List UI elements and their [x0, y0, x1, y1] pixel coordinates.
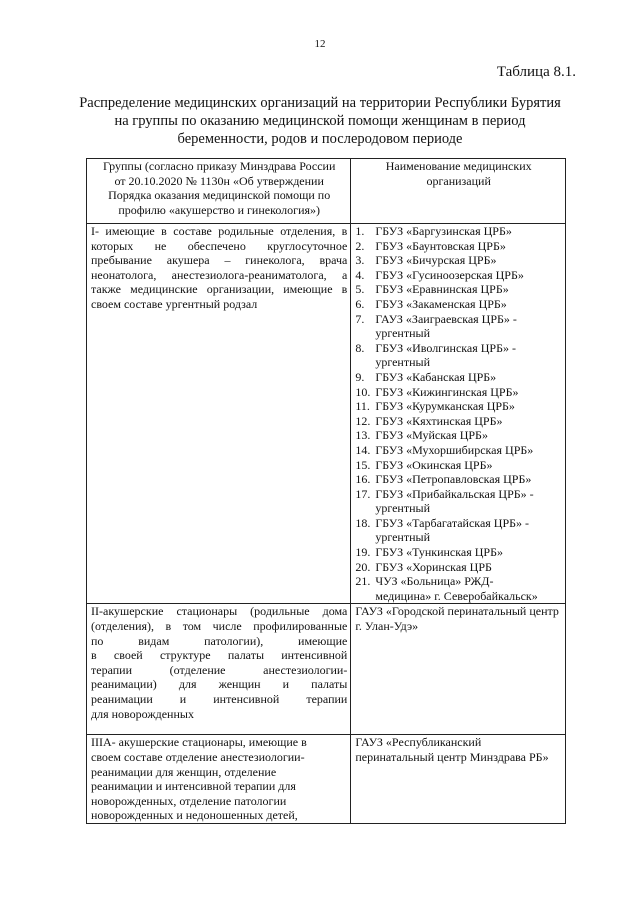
organization-name: ГБУЗ «Курумканская ЦРБ» [375, 399, 515, 414]
organization-item [355, 224, 562, 239]
organization-name: медицина» г. Северобайкальск» [375, 588, 538, 603]
group-line: реанимации для женщин, отделение [91, 764, 277, 779]
organization-item [355, 414, 562, 429]
organization-number: 11. [355, 399, 370, 414]
organization-item [355, 312, 562, 341]
table-row [87, 224, 566, 604]
organization-number: 19. [355, 545, 371, 560]
title-line: Распределение медицинских организаций на территории Республики Бурятия [79, 95, 561, 111]
group-line: реанимации и интенсивной терапии для [91, 779, 296, 794]
organizations-cell [351, 224, 566, 604]
header-line: от 20.10.2020 № 1130н «Об утверждении [114, 173, 324, 188]
group-cell [87, 735, 351, 824]
group-line: реанимации и интенсивной терапии [91, 692, 348, 706]
organization-number: 20. [355, 559, 371, 574]
organization-item [355, 253, 562, 268]
group-line: по видам патологии), имеющие [91, 633, 348, 648]
organization-item [355, 560, 562, 575]
title-line: беременности, родов и послеродовом периоде [177, 131, 463, 147]
organization-item [355, 487, 562, 516]
organization-number: 4. [355, 267, 365, 282]
organization-item [355, 443, 562, 458]
group-line: терапии (отделение анестезиологии- [91, 662, 348, 677]
organization-name: ургентный [375, 530, 431, 545]
organization-item [355, 574, 562, 603]
organization-name: ГБУЗ «Тарбагатайская ЦРБ» - [375, 515, 530, 530]
group-line: в своей структуре палаты интенсивной [91, 648, 348, 663]
group-line: II-акушерские стационары (родильные дома [91, 604, 348, 619]
group-line: также медицинские организации, имеющие в [91, 282, 348, 297]
organization-item [355, 399, 562, 414]
organization-number: 12. [355, 413, 371, 428]
organization-number: 5. [355, 282, 365, 297]
header-line: профилю «акушерство и гинекология») [118, 202, 321, 217]
organization-item [355, 239, 562, 254]
organization-item [355, 472, 562, 487]
organization-item [355, 516, 562, 545]
header-organizations [351, 159, 566, 224]
header-groups [87, 159, 351, 224]
organization-item [355, 370, 562, 385]
organization-name: ГБУЗ «Муйская ЦРБ» [375, 428, 488, 443]
organization-number: 15. [355, 457, 371, 472]
organization-line: ГАУЗ «Республиканский [355, 735, 482, 750]
organization-item [355, 341, 562, 370]
organization-name: ГБУЗ «Кяхтинская ЦРБ» [375, 413, 503, 428]
organization-number: 14. [355, 442, 371, 457]
group-cell [87, 224, 351, 604]
organization-name: ГБУЗ «Тункинская ЦРБ» [375, 545, 503, 560]
organization-item [355, 458, 562, 473]
organization-name: ГБУЗ «Кабанская ЦРБ» [375, 369, 497, 384]
organization-name: ГБУЗ «Окинская ЦРБ» [375, 457, 493, 472]
organization-item [355, 282, 562, 297]
organization-item [355, 297, 562, 312]
organization-number: 7. [355, 311, 365, 326]
table-header-row [87, 159, 566, 224]
organization-line: г. Улан-Удэ» [355, 619, 419, 634]
organization-name: ГБУЗ «Гусиноозерская ЦРБ» [375, 267, 524, 282]
organization-name: ГБУЗ «Закаменская ЦРБ» [375, 296, 507, 311]
organization-number: 3. [355, 253, 365, 268]
group-line: своем составе отделение анестезиологии- [91, 750, 305, 765]
organization-name: ГБУЗ «Хоринская ЦРБ [375, 559, 492, 574]
group-line: пребывание акушера – гинеколога, врача [91, 253, 348, 268]
organization-name: ГБУЗ «Баргузинская ЦРБ» [375, 224, 512, 238]
organization-item [355, 385, 562, 400]
organization-name: ГАУЗ «Заиграевская ЦРБ» - [375, 311, 517, 326]
organization-number: 17. [355, 486, 371, 501]
document-title [70, 94, 570, 148]
header-line: Наименование медицинских [385, 159, 532, 173]
title-line: на группы по оказанию медицинской помощи женщинам в период [114, 113, 526, 129]
group-cell [87, 604, 351, 735]
organization-number: 18. [355, 515, 371, 530]
group-line: I- имеющие в составе родильные отделения, в [91, 224, 348, 238]
table-label: Таблица 8.1. [496, 64, 576, 80]
organization-name: ургентный [375, 326, 431, 341]
organization-name: ургентный [375, 501, 431, 516]
organization-name: ГБУЗ «Петропавловская ЦРБ» [375, 472, 532, 487]
organizations-cell [351, 604, 566, 735]
group-line: новорожденных и недоношенных детей, [91, 808, 298, 823]
table-row [87, 735, 566, 824]
organization-item [355, 268, 562, 283]
organization-line: перинатальный центр Минздрава РБ» [355, 750, 549, 765]
organization-number: 21. [355, 574, 371, 589]
organization-name: ГБУЗ «Кижингинская ЦРБ» [375, 384, 519, 399]
table-row [87, 604, 566, 735]
organization-number: 6. [355, 296, 365, 311]
organization-name: ГБУЗ «Бичурская ЦРБ» [375, 253, 497, 268]
group-line: неонатолога, анестезиолога-реаниматолога, а [91, 267, 348, 282]
organization-name: ГБУЗ «Баунтовская ЦРБ» [375, 238, 506, 253]
group-line: (отделения), в том числе профилированные [91, 619, 348, 634]
group-line: для новорожденных [91, 706, 194, 721]
header-line: Группы (согласно приказу Минздрава России [102, 159, 336, 173]
page-number: 12 [314, 38, 326, 50]
organization-number: 10. [355, 384, 371, 399]
group-line: которых не обеспечено круглосуточное [91, 238, 348, 253]
header-line: Порядка оказания медицинской помощи по [108, 188, 331, 203]
group-line: реанимации) для женщин и палаты [91, 677, 348, 692]
group-line: новорожденных, отделение патологии [91, 793, 287, 808]
organizations-list [355, 224, 562, 603]
organization-name: ГБУЗ «Прибайкальская ЦРБ» - [375, 486, 534, 501]
organization-number: 16. [355, 472, 371, 487]
organization-name: ГБУЗ «Иволгинская ЦРБ» - [375, 340, 516, 355]
organization-number: 13. [355, 428, 371, 443]
organization-item [355, 545, 562, 560]
organization-number: 8. [355, 340, 365, 355]
organization-number: 9. [355, 369, 365, 384]
organization-name: ГБУЗ «Мухоршибирская ЦРБ» [375, 442, 534, 457]
group-line: своем составе ургентный родзал [91, 296, 258, 311]
organizations-table [86, 158, 566, 824]
organization-item [355, 428, 562, 443]
organizations-cell [351, 735, 566, 824]
organization-name: ургентный [375, 355, 431, 370]
organization-number: 2. [355, 238, 365, 253]
group-line: IIIА- акушерские стационары, имеющие в [91, 735, 307, 750]
organization-line: ГАУЗ «Городской перинатальный центр [355, 604, 559, 619]
organization-name: ЧУЗ «Больница» РЖД- [375, 574, 494, 589]
header-line: организаций [426, 173, 491, 188]
organization-name: ГБУЗ «Еравнинская ЦРБ» [375, 282, 509, 297]
organization-number: 1. [355, 224, 365, 238]
